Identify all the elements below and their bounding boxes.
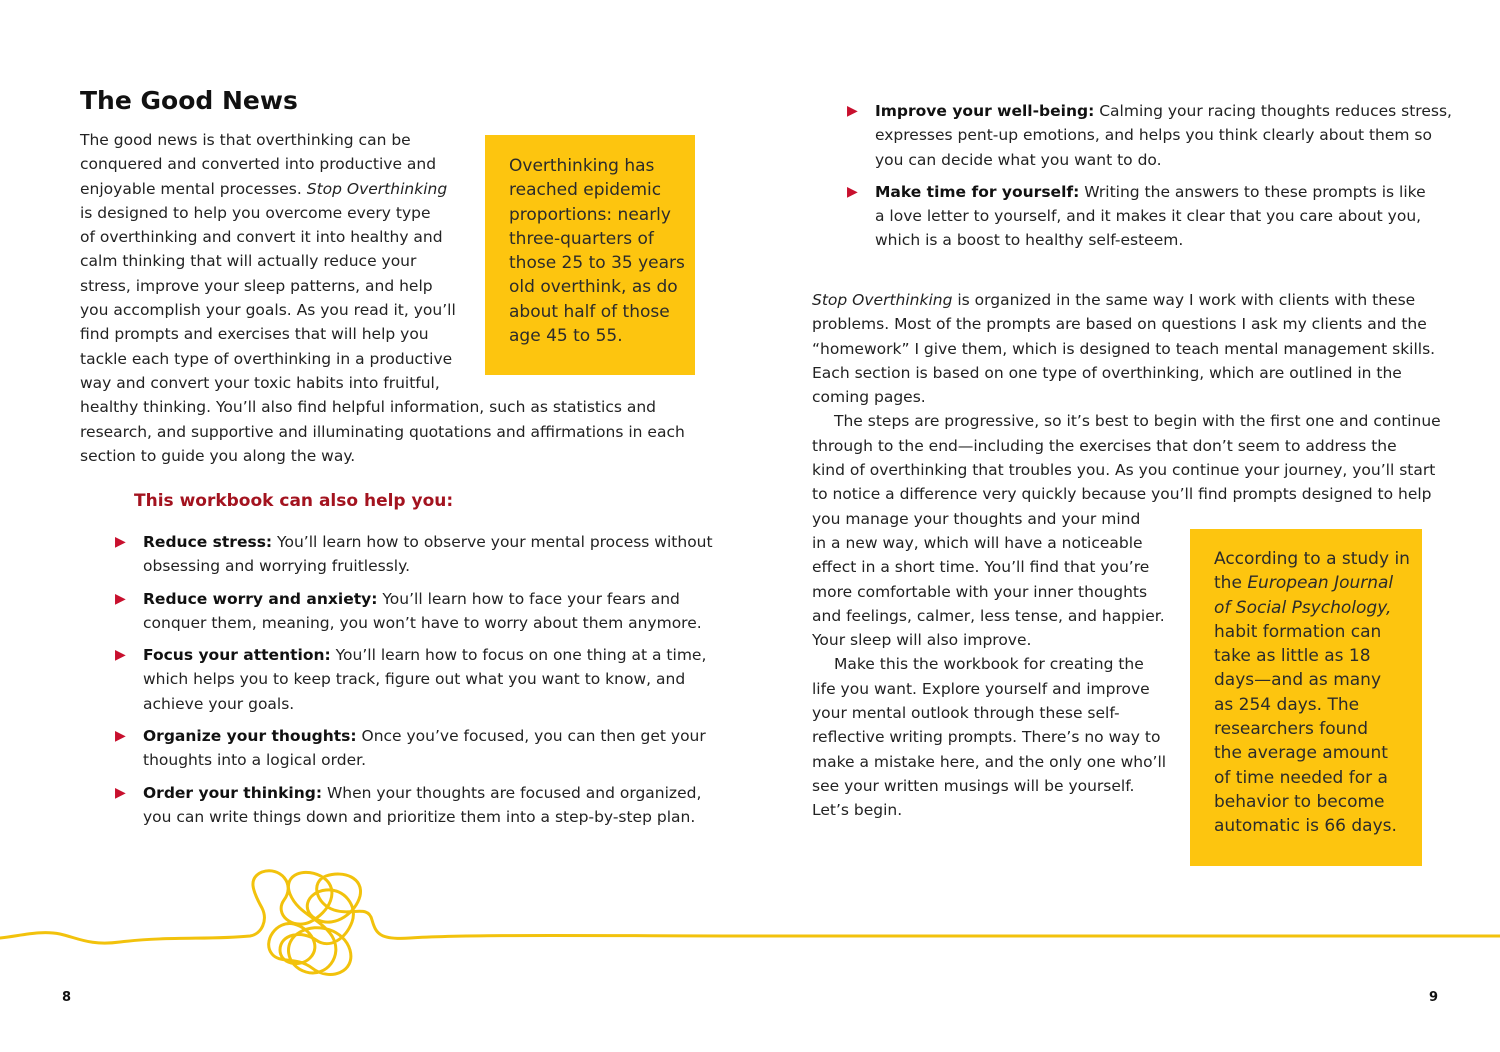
triangle-bullet-icon: ▶ — [847, 103, 858, 119]
thread-line — [0, 871, 1500, 975]
text-line: “homework” I give them, which is designed to teach mental management skills. — [812, 339, 1436, 358]
journal-name: European Journal — [1247, 573, 1394, 594]
text-line: Make this the workbook for creating the — [834, 655, 1144, 674]
bullet-text: Calming your racing thoughts reduces stress, — [1094, 102, 1452, 120]
triangle-bullet-icon: ▶ — [115, 647, 126, 664]
text-line: is designed to help you overcome every type — [80, 203, 431, 222]
bullet-text: expresses pent-up emotions, and helps you think clearly about them so — [875, 126, 1432, 145]
triangle-bullet-icon: ▶ — [115, 534, 126, 550]
bullet-title: Reduce stress: — [143, 533, 273, 551]
triangle-bullet-icon: ▶ — [115, 728, 126, 745]
section-subheading: This workbook can also help you: — [134, 491, 454, 511]
bullet-text: You’ll learn how to face your fears and — [377, 589, 680, 608]
page-title: The Good News — [80, 86, 298, 115]
text-line: through to the end—including the exercises that don’t seem to address the — [812, 436, 1397, 455]
bullet-text: You’ll learn how to observe your mental process without — [272, 533, 713, 551]
list-item — [115, 587, 703, 636]
text-line: section to guide you along the way. — [80, 446, 356, 465]
callout-line: old overthink, as do — [509, 277, 678, 298]
text-line: research, and supportive and illuminating quotations and affirmations in each — [80, 422, 685, 441]
bullet-title: Organize your thoughts: — [143, 727, 357, 746]
bullet-title: Focus your attention: — [143, 646, 331, 665]
text-line: Let’s begin. — [812, 801, 903, 820]
callout-line: age 45 to 55. — [509, 326, 623, 347]
bullet-title: Reduce worry and anxiety: — [143, 589, 378, 608]
bullet-text: Once you’ve focused, you can then get your — [356, 727, 706, 746]
bullet-text: You’ll learn how to focus on one thing at a time, — [330, 646, 707, 665]
text-line: and feelings, calmer, less tense, and happier. — [812, 606, 1165, 625]
text-fragment: the — [1214, 573, 1248, 594]
callout-line: automatic is 66 days. — [1214, 816, 1397, 837]
text-line: life you want. Explore yourself and improve — [812, 679, 1150, 698]
benefits-list — [115, 530, 713, 829]
bullet-title: Improve your well-being: — [875, 102, 1095, 120]
text-line: you manage your thoughts and your mind — [812, 509, 1141, 528]
text-line: more comfortable with your inner thoughts — [812, 582, 1148, 601]
bullet-text: you can decide what you want to do. — [875, 150, 1162, 169]
callout-line: Overthinking has — [509, 156, 655, 176]
text-line: calm thinking that will actually reduce your — [80, 252, 417, 271]
text-line: your mental outlook through these self- — [812, 704, 1120, 723]
text-line: make a mistake here, and the only one who’ll — [812, 752, 1167, 771]
text-line: kind of overthinking that troubles you. As you continue your journey, you’ll start — [812, 461, 1436, 480]
bullet-text: thoughts into a logical order. — [143, 751, 367, 770]
bullet-text: which helps you to keep track, figure out what you want to know, and — [143, 670, 686, 689]
bullet-text: Writing the answers to these prompts is like — [1079, 182, 1426, 201]
page-number-right: 9 — [1429, 990, 1439, 1005]
book-title: Stop Overthinking — [812, 291, 953, 309]
text-line: effect in a short time. You’ll find that you’re — [812, 558, 1150, 577]
callout-line — [1214, 596, 1422, 620]
callout-line: habit formation can — [1214, 621, 1382, 642]
journal-name: of Social Psychology, — [1214, 597, 1392, 618]
text-line: coming pages. — [812, 388, 926, 407]
text-line: The steps are progressive, so it’s best to begin with the first one and continue — [834, 412, 1441, 431]
bullet-text: which is a boost to healthy self-esteem. — [875, 231, 1184, 250]
list-item — [847, 99, 1455, 172]
callout-line: reached epidemic — [509, 180, 662, 201]
bullet-text: a love letter to yourself, and it makes it clear that you care about you, — [875, 207, 1422, 226]
bullet-text: achieve your goals. — [143, 694, 295, 713]
text-fragment: is organized in the same way I work with clients with these — [952, 291, 1416, 309]
list-item — [847, 180, 1455, 253]
bullet-text: obsessing and worrying fruitlessly. — [143, 557, 410, 576]
callout-line: those 25 to 35 years — [509, 253, 685, 274]
text-line: find prompts and exercises that will help you — [80, 325, 429, 344]
bullet-title: Make time for yourself: — [875, 182, 1080, 201]
callout-line: behavior to become — [1214, 791, 1385, 812]
callout-line: proportions: nearly — [509, 204, 671, 225]
list-item — [115, 724, 706, 773]
callout-line: researchers found — [1214, 719, 1368, 740]
text-line: stress, improve your sleep patterns, and help — [80, 276, 433, 295]
book-title: Stop Overthinking — [306, 179, 448, 198]
callout-line: the average amount — [1214, 743, 1388, 764]
text-line: The good news is that overthinking can be — [80, 131, 411, 149]
bullet-title: Order your thinking: — [143, 783, 323, 802]
text-line: healthy thinking. You’ll also find helpful information, such as statistics and — [80, 398, 657, 417]
text-line: of overthinking and convert it into healthy and — [80, 228, 443, 247]
tangled-thread-decoration — [0, 860, 1500, 990]
callout-line: as 254 days. The — [1214, 694, 1360, 715]
triangle-bullet-icon: ▶ — [847, 183, 858, 200]
callout-line — [1214, 571, 1422, 595]
callout-line: days—and as many — [1214, 670, 1382, 691]
research-callout-box — [1190, 529, 1422, 866]
callout-line: about half of those — [509, 301, 670, 322]
callout-line: of time needed for a — [1214, 767, 1388, 788]
list-item — [115, 530, 713, 579]
text-line: reflective writing prompts. There’s no way to — [812, 728, 1161, 747]
callout-line: three-quarters of — [509, 228, 654, 249]
callout-line: take as little as 18 — [1214, 646, 1371, 667]
triangle-bullet-icon: ▶ — [115, 784, 126, 801]
text-line: way and convert your toxic habits into fruitful, — [80, 373, 440, 392]
text-line: Your sleep will also improve. — [812, 631, 1032, 650]
bullet-text: When your thoughts are focused and organized, — [322, 783, 702, 802]
callout-line: According to a study in — [1214, 549, 1410, 569]
page-number-left: 8 — [62, 990, 72, 1005]
bullet-text: you can write things down and prioritize them into a step-by-step plan. — [143, 807, 696, 826]
text-line: tackle each type of overthinking in a productive — [80, 349, 453, 368]
text-line: to notice a difference very quickly because you’ll find prompts designed to help — [812, 485, 1432, 504]
list-item — [115, 781, 703, 830]
benefits-list-continued — [847, 99, 1455, 253]
text-line: Each section is based on one type of overthinking, which are outlined in the — [812, 363, 1402, 382]
bullet-text: conquer them, meaning, you won’t have to worry about them anymore. — [143, 613, 702, 632]
triangle-bullet-icon: ▶ — [115, 590, 126, 607]
text-line: conquered and converted into productive and — [80, 155, 437, 174]
list-item — [115, 643, 707, 716]
text-line: you accomplish your goals. As you read it, you’ll — [80, 301, 456, 320]
text-line: problems. Most of the prompts are based on questions I ask my clients and the — [812, 315, 1427, 334]
text-line: see your written musings will be yourself. — [812, 776, 1135, 795]
text-fragment: enjoyable mental processes. — [80, 179, 307, 198]
stat-callout-box — [485, 135, 695, 375]
text-line: in a new way, which will have a noticeable — [812, 533, 1143, 552]
text-line — [812, 288, 1452, 312]
